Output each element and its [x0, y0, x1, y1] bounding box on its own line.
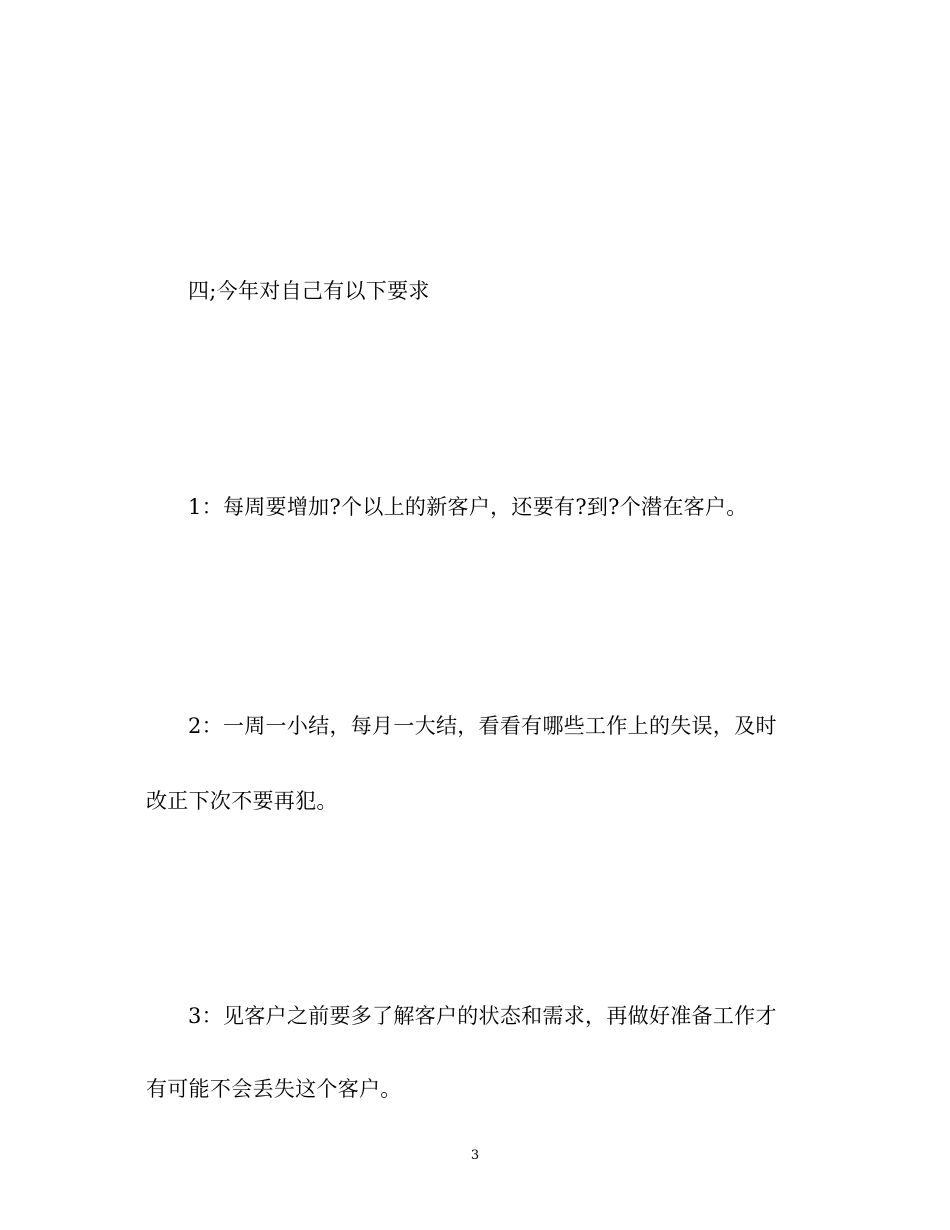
list-item-3-line-2: 有可能不会丢失这个客户。: [146, 1077, 402, 1101]
list-item-1-line-1: 1：每周要增加?个以上的新客户，还要有?到?个潜在客户。: [188, 495, 748, 519]
list-item-2-line-2: 改正下次不要再犯。: [146, 789, 338, 813]
page-number: 3: [470, 1148, 480, 1163]
list-item-3-line-1: 3：见客户之前要多了解客户的状态和需求，再做好准备工作才: [188, 1004, 777, 1028]
list-item-2-line-1: 2：一周一小结，每月一大结，看看有哪些工作上的失误，及时: [188, 714, 777, 738]
section-heading: 四;今年对自己有以下要求: [188, 279, 430, 303]
